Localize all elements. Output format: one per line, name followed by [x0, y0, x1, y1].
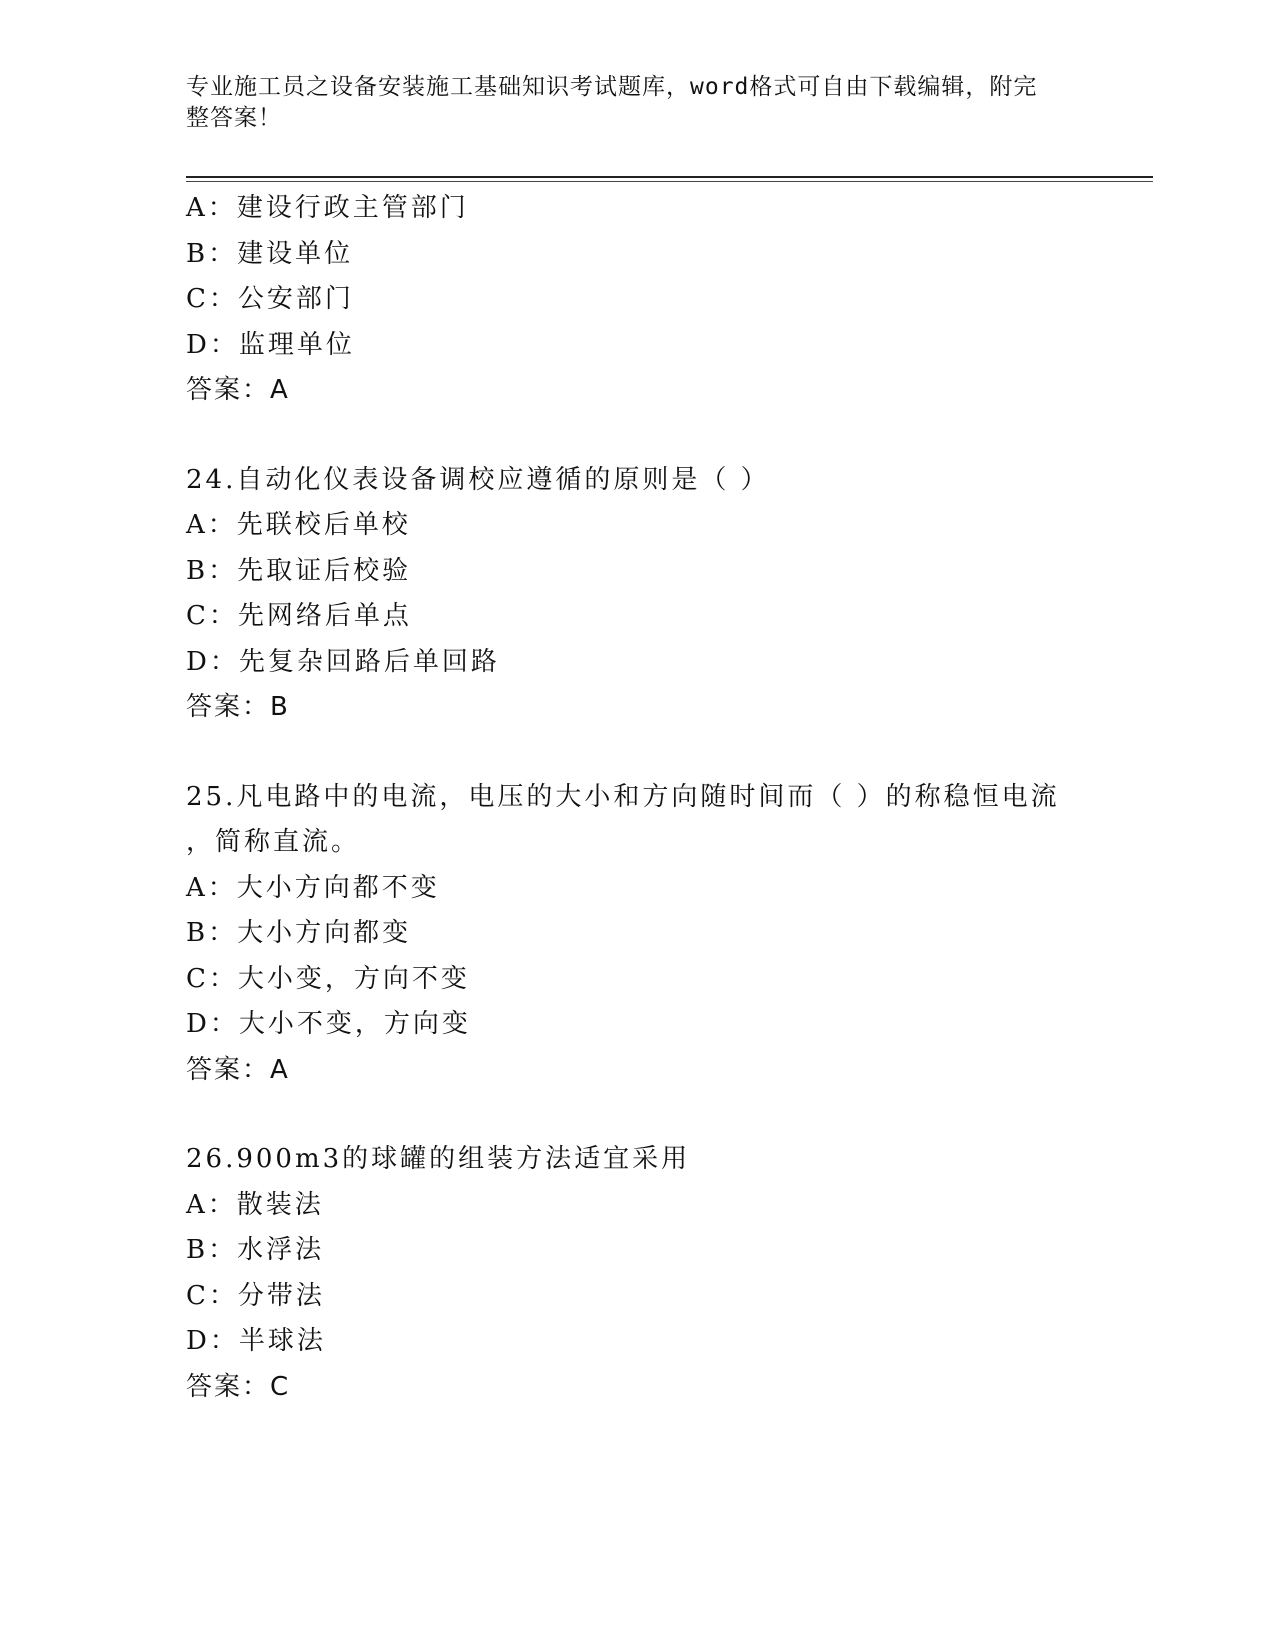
question-25	[186, 775, 1086, 1094]
option-b: B：建设单位	[186, 238, 354, 269]
option-c: C：公安部门	[186, 284, 354, 314]
question-list	[186, 186, 1086, 1410]
header-line-2: 整答案！	[186, 105, 282, 131]
answer-line: 答案：C	[186, 1371, 291, 1402]
option-c: C：分带法	[186, 1280, 325, 1311]
option-d: D：先复杂回路后单回路	[186, 646, 500, 677]
option-a: A：建设行政主管部门	[186, 193, 469, 223]
question-stem: 26.900m3的球罐的组装方法适宜采用	[186, 1144, 691, 1174]
answer-line: 答案：A	[186, 1054, 290, 1085]
question-stem: 24.自动化仪表设备调校应遵循的原则是（ ）	[186, 464, 770, 495]
option-a: A：先联校后单校	[186, 510, 411, 540]
question-24	[186, 458, 1086, 731]
option-a: A：散装法	[186, 1189, 324, 1220]
option-d: D：半球法	[186, 1326, 326, 1356]
option-c: C：先网络后单点	[186, 601, 412, 631]
document-header	[186, 72, 1066, 134]
header-divider	[186, 176, 1153, 178]
spacer	[186, 1093, 1086, 1137]
option-c: C：大小变，方向不变	[186, 963, 470, 994]
question-stem-line-2: ，简称直流。	[186, 827, 361, 857]
answer-line: 答案：A	[186, 375, 290, 405]
spacer	[186, 731, 1086, 775]
option-d: D：大小不变，方向变	[186, 1009, 471, 1039]
header-divider-thin	[186, 181, 1153, 182]
option-b: B：先取证后校验	[186, 555, 412, 586]
question-26	[186, 1137, 1086, 1410]
option-d: D：监理单位	[186, 329, 355, 360]
question-23	[186, 186, 1086, 414]
header-line-1: 专业施工员之设备安装施工基础知识考试题库，word格式可自由下载编辑，附完	[186, 74, 1038, 100]
option-b: B：水浮法	[186, 1235, 325, 1265]
spacer	[186, 414, 1086, 458]
answer-line: 答案：B	[186, 692, 290, 722]
option-a: A：大小方向都不变	[186, 872, 440, 903]
question-stem-line-1: 25.凡电路中的电流，电压的大小和方向随时间而（ ）的称稳恒电流	[186, 781, 1060, 812]
option-b: B：大小方向都变	[186, 918, 412, 948]
